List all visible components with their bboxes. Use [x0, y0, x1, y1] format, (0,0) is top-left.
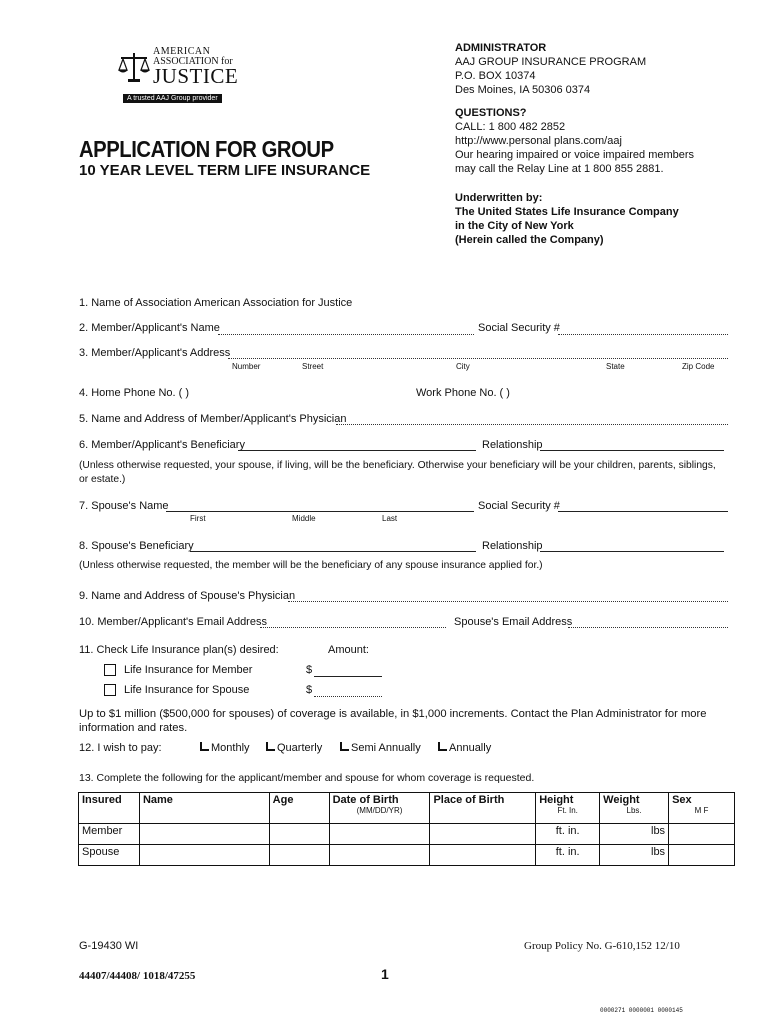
header-weight: Weight Lbs.: [600, 793, 669, 824]
insured-table: [78, 792, 735, 866]
q4-work-phone[interactable]: Work Phone No. ( ): [416, 387, 510, 399]
q8-label: 8. Spouse's Beneficiary: [79, 540, 194, 552]
coverage-note1: Up to $1 million ($500,000 for spouses) of coverage is available, in $1,000 increments. Contact the Plan Administrator for more: [79, 708, 707, 720]
questions-call: CALL: 1 800 482 2852: [455, 121, 566, 133]
q3-street-sub: Street: [302, 362, 324, 371]
q11-label: 11. Check Life Insurance plan(s) desired:: [79, 644, 279, 656]
q6-beneficiary-field[interactable]: [238, 450, 476, 451]
row-dob-cell[interactable]: [329, 845, 430, 866]
underwriter-line2: in the City of New York: [455, 220, 574, 232]
q6-rel-label: Relationship: [482, 439, 543, 451]
table-row: [79, 824, 735, 845]
q10-spouse-label: Spouse's Email Address: [454, 616, 573, 628]
pay-annually-label: Annually: [449, 742, 492, 754]
pay-annually-option[interactable]: [438, 742, 491, 754]
q7-middle-sub: Middle: [292, 514, 316, 523]
scales-of-justice-icon: [117, 50, 151, 84]
q7-last-sub: Last: [382, 514, 398, 523]
underwriter-line1: The United States Life Insurance Company: [455, 206, 679, 218]
pay-quarterly-option[interactable]: [266, 742, 322, 754]
q6-rel-field[interactable]: [540, 450, 724, 451]
checkmark-icon: [340, 742, 349, 751]
header-name: Name: [139, 793, 269, 824]
row-height-cell[interactable]: ft. in.: [536, 824, 600, 845]
header-dob-sub: (MM/DD/YR): [356, 806, 403, 815]
q8-note: (Unless otherwise requested, the member will be the beneficiary of any spouse insurance applied for.): [79, 560, 543, 571]
q11-spouse-checkbox[interactable]: [104, 684, 116, 696]
q11-member-amount-field[interactable]: [314, 676, 382, 677]
pay-monthly-label: Monthly: [211, 742, 250, 754]
questions-hearing1: Our hearing impaired or voice impaired members: [455, 149, 695, 161]
header-sex: Sex M F: [669, 793, 735, 824]
pay-semi-label: Semi Annually: [351, 742, 421, 754]
header-dob: Date of Birth (MM/DD/YR): [329, 793, 430, 824]
checkmark-icon: [438, 742, 447, 751]
q10-spouse-email-field[interactable]: [568, 627, 728, 628]
q7-label: 7. Spouse's Name: [79, 500, 169, 512]
pay-quarterly-label: Quarterly: [277, 742, 323, 754]
footer-codes: 44407/44408/ 1018/47255: [79, 970, 196, 982]
pay-monthly-option[interactable]: [200, 742, 250, 754]
administrator-city: Des Moines, IA 50306 0374: [455, 84, 591, 96]
header-height: Height Ft. In.: [536, 793, 600, 824]
header-weight-sub: Lbs.: [626, 806, 642, 815]
q10-label: 10. Member/Applicant's Email Address: [79, 616, 267, 628]
row-name-cell[interactable]: [139, 824, 269, 845]
administrator-block: [455, 41, 646, 97]
q13-label: 13. Complete the following for the applicant/member and spouse for whom coverage is requested.: [79, 772, 535, 784]
header-height-sub: Ft. In.: [557, 806, 578, 815]
q11-amount-label: Amount:: [328, 644, 369, 656]
row-weight-cell[interactable]: lbs: [600, 845, 669, 866]
q8-rel-label: Relationship: [482, 540, 543, 552]
q3-label: 3. Member/Applicant's Address: [79, 347, 231, 359]
q9-physician-field[interactable]: [288, 601, 728, 602]
q7-ssn-field[interactable]: [558, 511, 728, 512]
q1-association: 1. Name of Association American Association for Justice: [79, 297, 353, 309]
q11-spouse-amount-field[interactable]: [314, 696, 382, 697]
q10-email-field[interactable]: [260, 627, 446, 628]
q11-member-dollar: $: [306, 664, 313, 676]
administrator-heading: ADMINISTRATOR: [455, 42, 547, 54]
header-age: Age: [269, 793, 329, 824]
row-pob-cell[interactable]: [430, 845, 536, 866]
table-row: [79, 845, 735, 866]
q8-rel-field[interactable]: [540, 551, 724, 552]
row-height-cell[interactable]: ft. in.: [536, 845, 600, 866]
row-name-cell[interactable]: [139, 845, 269, 866]
q7-first-sub: First: [190, 514, 206, 523]
footer-barcode-text: 0000271 0000001 0000145: [600, 1007, 683, 1014]
header-sex-sub: M F: [694, 806, 709, 815]
row-insured: Member: [79, 824, 140, 845]
q12-label: 12. I wish to pay:: [79, 742, 162, 754]
checkmark-icon: [266, 742, 275, 751]
q6-label: 6. Member/Applicant's Beneficiary: [79, 439, 245, 451]
q5-label: 5. Name and Address of Member/Applicant's Physician: [79, 413, 347, 425]
q2-name-field[interactable]: [218, 334, 474, 335]
logo: [115, 44, 245, 110]
underwriter-block: [455, 191, 679, 247]
logo-line2: ASSOCIATION for: [153, 56, 233, 67]
q7-name-field[interactable]: [166, 511, 474, 512]
page-subtitle: 10 YEAR LEVEL TERM LIFE INSURANCE: [79, 162, 371, 179]
page-number: 1: [381, 966, 389, 982]
logo-line1: AMERICAN: [153, 46, 211, 57]
q4-home-phone[interactable]: 4. Home Phone No. ( ): [79, 387, 190, 399]
q3-city-sub: City: [456, 362, 470, 371]
row-sex-cell[interactable]: [669, 845, 735, 866]
footer-form-code: G-19430 WI: [79, 940, 139, 952]
q2-ssn-field[interactable]: [558, 334, 728, 335]
pay-semi-option[interactable]: [340, 742, 421, 754]
row-sex-cell[interactable]: [669, 824, 735, 845]
page-title: APPLICATION FOR GROUP: [79, 136, 334, 162]
underwriter-heading: Underwritten by:: [455, 192, 543, 204]
row-age-cell[interactable]: [269, 824, 329, 845]
q3-number-sub: Number: [232, 362, 261, 371]
questions-heading: QUESTIONS?: [455, 107, 527, 119]
header-insured: Insured: [79, 793, 140, 824]
administrator-program: AAJ GROUP INSURANCE PROGRAM: [455, 56, 647, 68]
row-weight-cell[interactable]: lbs: [600, 824, 669, 845]
footer-policy: Group Policy No. G-610,152 12/10: [524, 940, 680, 952]
q2-label: 2. Member/Applicant's Name: [79, 322, 220, 334]
q6-note: (Unless otherwise requested, your spouse, if living, will be the beneficiary. Otherwise your beneficiary will be your children, parents, siblings,: [79, 460, 716, 471]
logo-tagline: A trusted AAJ Group provider: [123, 94, 222, 103]
row-insured: Spouse: [79, 845, 140, 866]
logo-line3: JUSTICE: [153, 64, 239, 88]
header-pob: Place of Birth: [430, 793, 536, 824]
q11-member-label: Life Insurance for Member: [124, 664, 253, 676]
questions-hearing2: may call the Relay Line at 1 800 855 2881.: [455, 163, 664, 175]
q6-note2: or estate.): [79, 474, 126, 485]
row-age-cell[interactable]: [269, 845, 329, 866]
q9-label: 9. Name and Address of Spouse's Physician: [79, 590, 296, 602]
questions-block: [455, 106, 694, 176]
q2-ssn-label: Social Security #: [478, 322, 560, 334]
underwriter-line3: (Herein called the Company): [455, 234, 604, 246]
q11-member-checkbox[interactable]: [104, 664, 116, 676]
q3-zip-sub: Zip Code: [682, 362, 715, 371]
administrator-box: P.O. BOX 10374: [455, 70, 536, 82]
checkmark-icon: [200, 742, 209, 751]
q7-ssn-label: Social Security #: [478, 500, 560, 512]
q11-spouse-dollar: $: [306, 684, 313, 696]
q11-spouse-label: Life Insurance for Spouse: [124, 684, 250, 696]
table-header-row: [79, 793, 735, 824]
questions-url[interactable]: http://www.personal plans.com/aaj: [455, 135, 622, 147]
q5-physician-field[interactable]: [336, 424, 728, 425]
q3-address-field[interactable]: [228, 358, 728, 359]
q3-state-sub: State: [606, 362, 625, 371]
coverage-note2: information and rates.: [79, 722, 188, 734]
row-dob-cell[interactable]: [329, 824, 430, 845]
q8-beneficiary-field[interactable]: [190, 551, 476, 552]
row-pob-cell[interactable]: [430, 824, 536, 845]
